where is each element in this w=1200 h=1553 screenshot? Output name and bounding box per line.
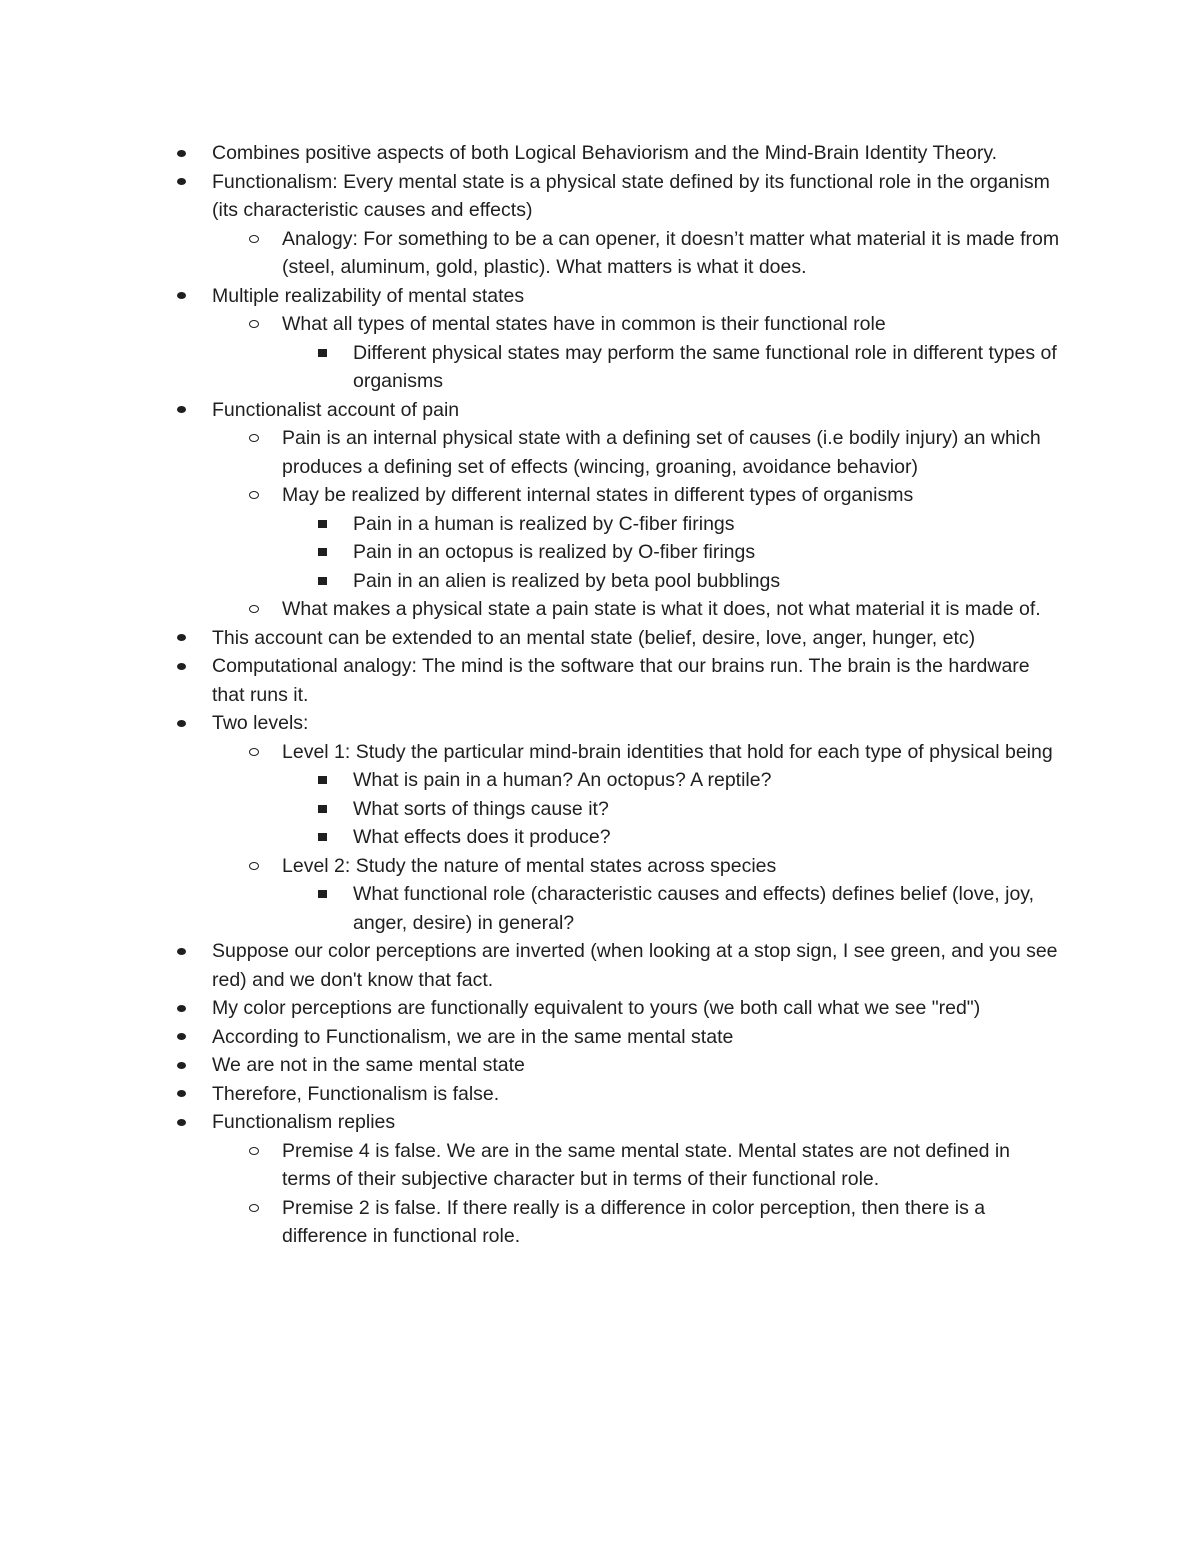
filled-dot-bullet-icon <box>177 139 186 168</box>
filled-dot-bullet-icon <box>177 168 186 197</box>
list-item <box>0 1108 1062 1137</box>
list-item-text: What effects does it produce? <box>353 826 611 848</box>
hollow-circle-bullet-icon <box>249 481 259 510</box>
list-item-text: Level 2: Study the nature of mental states across species <box>282 854 777 877</box>
list-item <box>0 282 1062 311</box>
filled-dot-bullet-icon <box>177 709 186 738</box>
list-item <box>0 709 1062 738</box>
list-item <box>0 168 1062 225</box>
hollow-circle-bullet-icon <box>249 424 259 453</box>
list-item <box>0 766 1063 795</box>
list-item <box>0 1051 1062 1080</box>
list-item-text: Computational analogy: The mind is the software that our brains run. The brain is the hardware that runs it. <box>212 655 1030 706</box>
list-item <box>0 652 1062 709</box>
list-item-text: Therefore, Functionalism is false. <box>212 1082 500 1105</box>
list-item-text: May be realized by different internal states in different types of organisms <box>282 484 914 506</box>
list-item <box>0 225 1062 282</box>
list-item <box>0 994 1062 1023</box>
list-item <box>0 424 1062 481</box>
list-item-text: Two levels: <box>212 712 309 734</box>
filled-dot-bullet-icon <box>177 652 186 681</box>
filled-dot-bullet-icon <box>177 937 186 966</box>
list-item <box>0 139 1062 168</box>
list-item <box>0 823 1063 852</box>
list-item <box>0 538 1063 567</box>
list-item <box>0 567 1063 596</box>
list-item-text: Analogy: For something to be a can opener, it doesn’t matter what material it is made from (steel, aluminum, gold, plastic). What matters is what it does. <box>282 227 1060 278</box>
list-item-text: Pain in an octopus is realized by O-fiber firings <box>353 541 756 563</box>
list-item-text: My color perceptions are functionally equivalent to yours (we both call what we see "red") <box>212 997 981 1019</box>
list-item-text: Suppose our color perceptions are inverted (when looking at a stop sign, I see green, and you see red) and we don't know that fact. <box>212 940 1058 991</box>
square-bullet-icon <box>318 766 327 795</box>
hollow-circle-bullet-icon <box>249 738 259 767</box>
list-item-text: Combines positive aspects of both Logical Behaviorism and the Mind-Brain Identity Theory. <box>212 142 998 164</box>
list-item-text: What all types of mental states have in common is their functional role <box>282 313 886 335</box>
list-item <box>0 481 1062 510</box>
list-item <box>0 738 1062 767</box>
hollow-circle-bullet-icon <box>249 852 259 881</box>
list-item-text: Pain is an internal physical state with a defining set of causes (i.e bodily injury) an which produces a defining set of effects (wincing, groaning, avoidance behavior) <box>282 427 1041 478</box>
list-item-text: Functionalist account of pain <box>212 398 460 421</box>
square-bullet-icon <box>318 510 327 539</box>
list-item-text: According to Functionalism, we are in the same mental state <box>212 1025 734 1048</box>
list-item-text: Premise 4 is false. We are in the same mental state. Mental states are not defined in terms of their subjective character but in terms of their functional role. <box>282 1139 1011 1190</box>
list-item <box>0 310 1062 339</box>
square-bullet-icon <box>318 567 327 596</box>
list-item-text: What makes a physical state a pain state is what it does, not what material it is made of. <box>282 598 1041 620</box>
hollow-circle-bullet-icon <box>249 1194 259 1223</box>
filled-dot-bullet-icon <box>177 1023 186 1052</box>
hollow-circle-bullet-icon <box>249 225 259 254</box>
list-item-text: Level 1: Study the particular mind-brain identities that hold for each type of physical being <box>282 740 1053 763</box>
hollow-circle-bullet-icon <box>249 1137 259 1166</box>
square-bullet-icon <box>318 339 327 368</box>
filled-dot-bullet-icon <box>177 624 186 653</box>
list-item <box>0 1137 1062 1194</box>
list-item <box>0 1080 1062 1109</box>
filled-dot-bullet-icon <box>177 396 186 425</box>
list-item <box>0 624 1062 653</box>
list-item-text: What is pain in a human? An octopus? A reptile? <box>353 769 772 791</box>
filled-dot-bullet-icon <box>177 1108 186 1137</box>
bullet-list <box>0 139 1200 1251</box>
list-item-text: Different physical states may perform the same functional role in different types of organisms <box>353 341 1057 392</box>
list-item <box>0 852 1062 881</box>
square-bullet-icon <box>318 795 327 824</box>
list-item-text: Premise 2 is false. If there really is a difference in color perception, then there is a difference in functional role. <box>282 1196 986 1247</box>
list-item <box>0 795 1063 824</box>
hollow-circle-bullet-icon <box>249 310 259 339</box>
hollow-circle-bullet-icon <box>249 595 259 624</box>
list-item-text: We are not in the same mental state <box>212 1054 525 1076</box>
list-item <box>0 595 1062 624</box>
filled-dot-bullet-icon <box>177 1051 186 1080</box>
list-item <box>0 339 1063 396</box>
square-bullet-icon <box>318 823 327 852</box>
list-item <box>0 510 1063 539</box>
square-bullet-icon <box>318 538 327 567</box>
list-item <box>0 937 1062 994</box>
list-item-text: Pain in an alien is realized by beta pool bubblings <box>353 569 781 592</box>
list-item-text: This account can be extended to an mental state (belief, desire, love, anger, hunger, etc) <box>212 626 976 649</box>
list-item-text: Pain in a human is realized by C-fiber firings <box>353 512 735 535</box>
list-item-text: Multiple realizability of mental states <box>212 284 525 307</box>
square-bullet-icon <box>318 880 327 909</box>
filled-dot-bullet-icon <box>177 282 186 311</box>
filled-dot-bullet-icon <box>177 1080 186 1109</box>
list-item <box>0 1023 1062 1052</box>
list-item <box>0 396 1062 425</box>
list-item-text: What functional role (characteristic causes and effects) defines belief (love, joy, anger, desire) in general? <box>353 883 1035 934</box>
list-item-text: Functionalism: Every mental state is a physical state defined by its functional role in the organism (its characteristic causes and effects) <box>212 170 1050 221</box>
list-item <box>0 880 1063 937</box>
list-item-text: What sorts of things cause it? <box>353 797 609 820</box>
filled-dot-bullet-icon <box>177 994 186 1023</box>
list-item-text: Functionalism replies <box>212 1111 396 1133</box>
list-item <box>0 1194 1062 1251</box>
